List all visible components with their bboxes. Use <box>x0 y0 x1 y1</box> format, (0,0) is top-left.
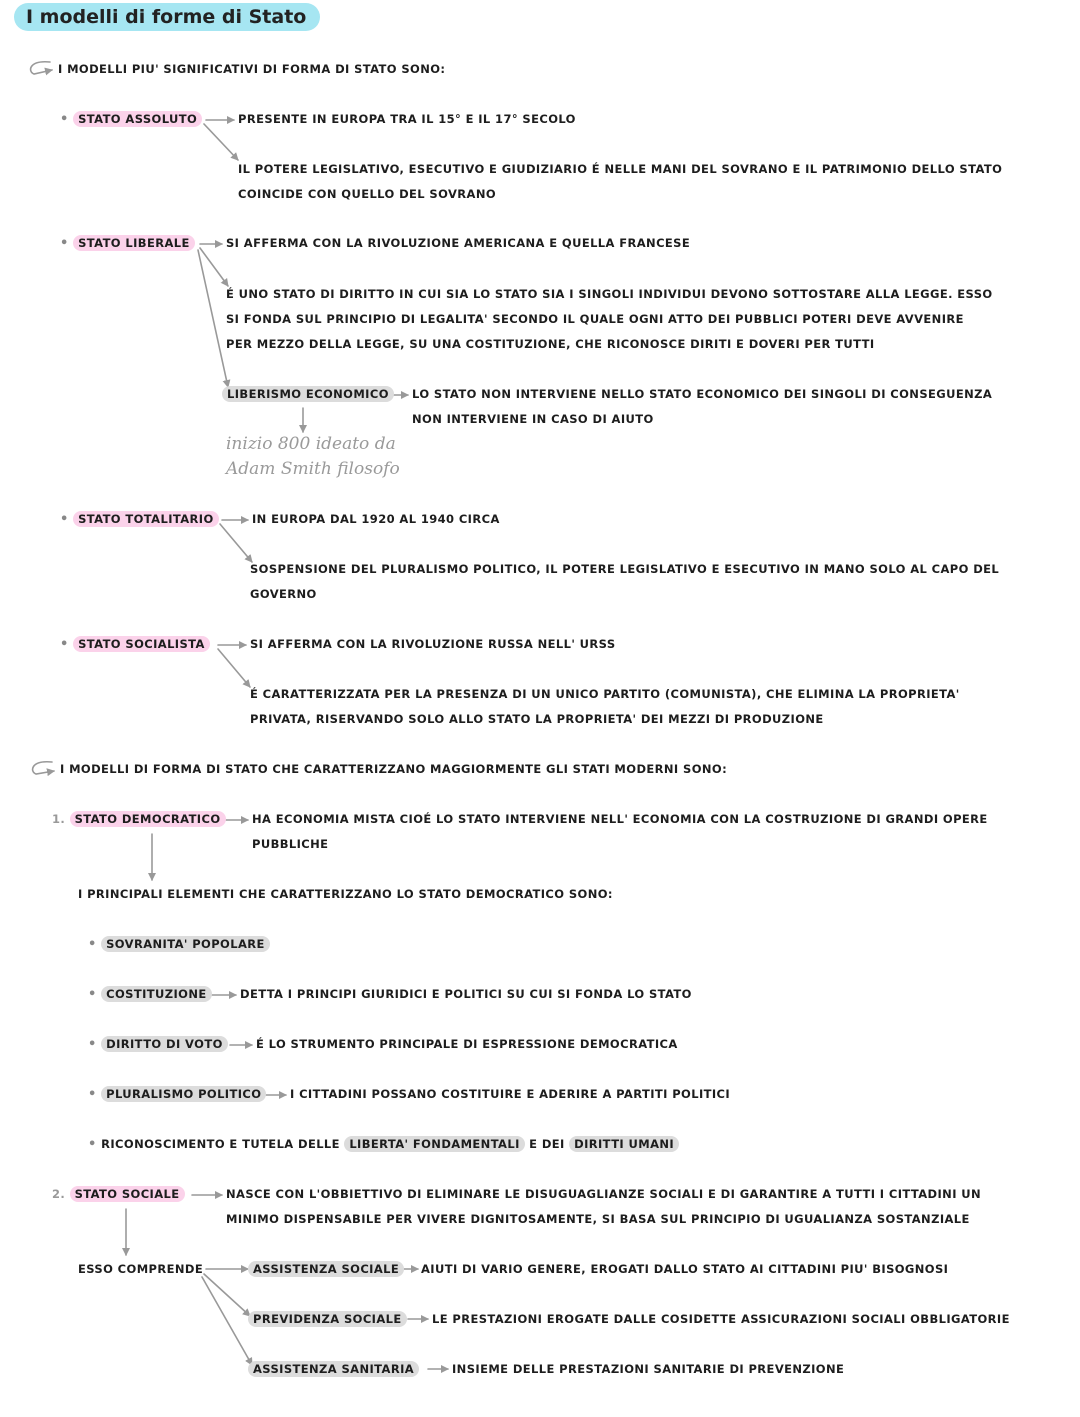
element-sovranita <box>88 932 270 957</box>
bullet-icon: • <box>88 937 97 952</box>
sociale-desc-line-2: MINIMO DISPENSABILE PER VIVERE DIGNITOSAMENTE, SI BASA SUL PRINCIPIO DI UGUALIANZA SOSTANZIALE <box>226 1212 970 1226</box>
assistenza-label-wrap <box>248 1257 404 1282</box>
assistenza-desc: AIUTI DI VARIO GENERE, EROGATI DALLO STATO AI CITTADINI PIU' BISOGNOSI <box>421 1262 949 1276</box>
item-stato-socialista <box>60 632 210 657</box>
totalitario-desc-line-1: SOSPENSIONE DEL PLURALISMO POLITICO, IL POTERE LEGISLATIVO E ESECUTIVO IN MANO SOLO AL CAPO DEL <box>250 562 1000 576</box>
arrow-liberale-liberismo <box>198 250 228 387</box>
hook-arrow-2 <box>33 762 54 774</box>
bullet-icon: • <box>88 1137 97 1152</box>
liberta-label: LIBERTA' FONDAMENTALI <box>344 1136 524 1152</box>
stato-democratico-label: STATO DEMOCRATICO <box>70 811 226 827</box>
liberale-desc-line-1: É UNO STATO DI DIRITTO IN CUI SIA LO STATO SIA I SINGOLI INDIVIDUI DEVONO SOTTOSTARE ALLA LEGGE. ESSO <box>226 287 993 301</box>
bullet-icon: • <box>60 112 69 127</box>
stato-socialista-label: STATO SOCIALISTA <box>73 636 210 652</box>
totalitario-desc-line-2: GOVERNO <box>250 587 317 601</box>
liberismo-desc-line-1: LO STATO NON INTERVIENE NELLO STATO ECONOMICO DEI SINGOLI DI CONSEGUENZA <box>412 387 993 401</box>
assistenza-label: ASSISTENZA SOCIALE <box>248 1261 404 1277</box>
liberismo-desc-line-2: NON INTERVIENE IN CASO DI AIUTO <box>412 412 654 426</box>
bullet-icon: • <box>88 987 97 1002</box>
sanitaria-label-wrap <box>248 1357 419 1382</box>
intro-line-2: I MODELLI DI FORMA DI STATO CHE CARATTERIZZANO MAGGIORMENTE GLI STATI MODERNI SONO: <box>60 762 728 776</box>
item-stato-totalitario <box>60 507 219 532</box>
list-number: 2. <box>52 1187 66 1201</box>
socialista-origin: SI AFFERMA CON LA RIVOLUZIONE RUSSA NELL' URSS <box>250 637 616 651</box>
liberale-desc-line-2: SI FONDA SUL PRINCIPIO DI LEGALITA' SECONDO IL QUALE OGNI ATTO DEI PUBBLICI POTERI DEVE AVVENIRE <box>226 312 964 326</box>
sanitaria-label: ASSISTENZA SANITARIA <box>248 1361 419 1377</box>
socialista-desc-line-2: PRIVATA, RISERVANDO SOLO ALLO STATO LA PROPRIETA' DEI MEZZI DI PRODUZIONE <box>250 712 824 726</box>
item-stato-assoluto <box>60 107 202 132</box>
liberale-desc-line-3: PER MEZZO DELLA LEGGE, SU UNA COSTITUZIONE, CHE RICONOSCE DIRITI E DOVERI PER TUTTI <box>226 337 875 351</box>
sanitaria-desc: INSIEME DELLE PRESTAZIONI SANITARIE DI PREVENZIONE <box>452 1362 845 1376</box>
diritti-label: DIRITTI UMANI <box>569 1136 679 1152</box>
intro-line-1: I MODELLI PIU' SIGNIFICATIVI DI FORMA DI STATO SONO: <box>58 62 446 76</box>
assoluto-desc-line-1: IL POTERE LEGISLATIVO, ESECUTIVO E GIUDIZIARIO É NELLE MANI DEL SOVRANO E IL PATRIMONIO DELLO STATO <box>238 162 1003 176</box>
hook-arrow-1 <box>31 62 52 74</box>
stato-liberale-label: STATO LIBERALE <box>73 235 195 251</box>
previdenza-label: PREVIDENZA SOCIALE <box>248 1311 407 1327</box>
totalitario-period: IN EUROPA DAL 1920 AL 1940 CIRCA <box>252 512 500 526</box>
stato-totalitario-label: STATO TOTALITARIO <box>73 511 219 527</box>
sovranita-label: SOVRANITA' POPOLARE <box>101 936 270 952</box>
item-stato-liberale <box>60 231 195 256</box>
element-costituzione <box>88 982 212 1007</box>
stato-sociale-label: STATO SOCIALE <box>70 1186 185 1202</box>
element-pluralismo <box>88 1082 266 1107</box>
voto-label: DIRITTO DI VOTO <box>101 1036 228 1052</box>
socialista-desc-line-1: É CARATTERIZZATA PER LA PRESENZA DI UN UNICO PARTITO (COMUNISTA), CHE ELIMINA LA PROPRIETA' <box>250 687 960 701</box>
stato-assoluto-label: STATO ASSOLUTO <box>73 111 202 127</box>
pluralismo-label: PLURALISMO POLITICO <box>101 1086 266 1102</box>
assoluto-period: PRESENTE IN EUROPA TRA IL 15° E IL 17° SECOLO <box>238 112 576 126</box>
arrow-socialista-desc <box>218 649 250 687</box>
costituzione-label: COSTITUZIONE <box>101 986 211 1002</box>
arrow-comprende-previdenza <box>204 1274 250 1316</box>
bullet-icon: • <box>60 236 69 251</box>
item-stato-democratico <box>52 807 226 832</box>
riconoscimento-prefix: RICONOSCIMENTO E TUTELA DELLE <box>101 1137 340 1151</box>
bullet-icon: • <box>60 512 69 527</box>
item-stato-sociale <box>52 1182 185 1207</box>
previdenza-desc: LE PRESTAZIONI EROGATE DALLE COSIDETTE ASSICURAZIONI SOCIALI OBBLIGATORIE <box>432 1312 1010 1326</box>
democratico-elements-intro: I PRINCIPALI ELEMENTI CHE CARATTERIZZANO LO STATO DEMOCRATICO SONO: <box>78 887 613 901</box>
liberale-origin: SI AFFERMA CON LA RIVOLUZIONE AMERICANA E QUELLA FRANCESE <box>226 236 691 250</box>
sociale-comprende: ESSO COMPRENDE <box>78 1262 204 1276</box>
page-title: I modelli di forme di Stato <box>14 3 320 31</box>
previdenza-label-wrap <box>248 1307 407 1332</box>
bullet-icon: • <box>88 1087 97 1102</box>
handwritten-note-line-1: inizio 800 ideato da <box>226 434 396 454</box>
bullet-icon: • <box>60 637 69 652</box>
liberismo-label: LIBERISMO ECONOMICO <box>222 386 394 402</box>
liberismo-label-wrap <box>222 382 394 407</box>
handwritten-note-line-2: Adam Smith filosofo <box>226 459 400 479</box>
voto-desc: É LO STRUMENTO PRINCIPALE DI ESPRESSIONE DEMOCRATICA <box>256 1037 678 1051</box>
element-voto <box>88 1032 228 1057</box>
bullet-icon: • <box>88 1037 97 1052</box>
arrow-assoluto-desc <box>204 124 238 160</box>
sociale-desc-line-1: NASCE CON L'OBBIETTIVO DI ELIMINARE LE DISUGUAGLIANZE SOCIALI E DI GARANTIRE A TUTTI I CITTADINI UN <box>226 1187 982 1201</box>
arrow-totalitario-desc <box>220 524 252 562</box>
democratico-desc-line-1: HA ECONOMIA MISTA CIOÉ LO STATO INTERVIENE NELL' ECONOMIA CON LA COSTRUZIONE DI GRANDI OPERE <box>252 812 988 826</box>
arrow-comprende-sanitaria <box>202 1277 252 1365</box>
assoluto-desc-line-2: COINCIDE CON QUELLO DEL SOVRANO <box>238 187 497 201</box>
list-number: 1. <box>52 812 66 826</box>
costituzione-desc: DETTA I PRINCIPI GIURIDICI E POLITICI SU CUI SI FONDA LO STATO <box>240 987 692 1001</box>
riconoscimento-mid: E DEI <box>529 1137 565 1151</box>
democratico-desc-line-2: PUBBLICHE <box>252 837 329 851</box>
element-riconoscimento <box>88 1132 679 1157</box>
pluralismo-desc: I CITTADINI POSSANO COSTITUIRE E ADERIRE A PARTITI POLITICI <box>290 1087 731 1101</box>
